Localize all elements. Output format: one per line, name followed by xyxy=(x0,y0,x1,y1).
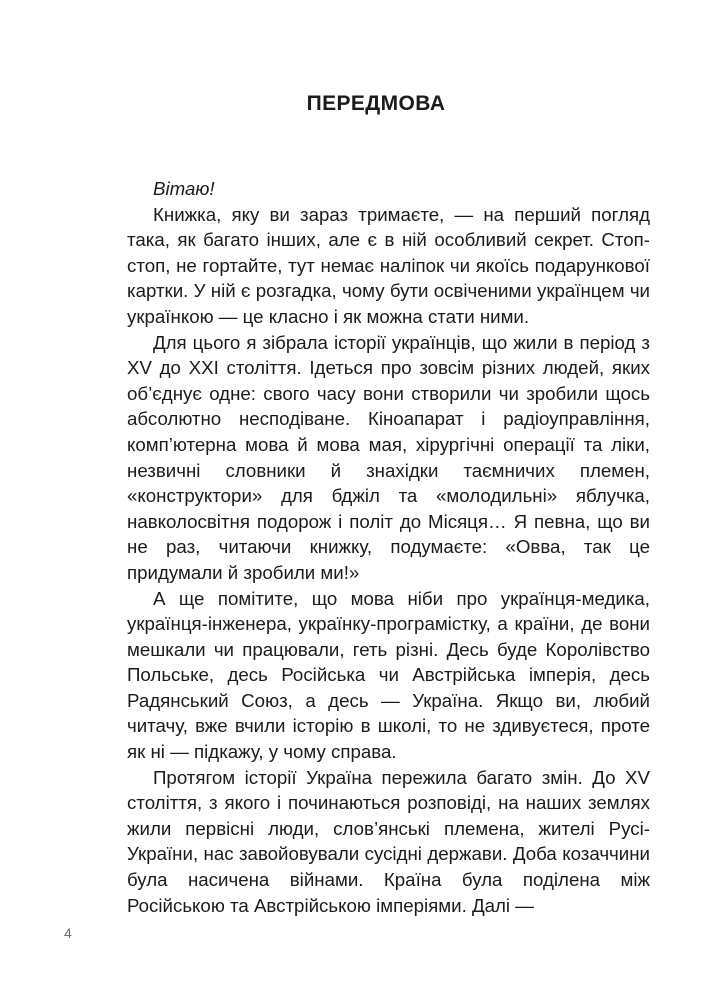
page-title: ПЕРЕДМОВА xyxy=(306,92,446,116)
preface-body xyxy=(127,176,650,918)
paragraph-4: Протягом історії Україна пережила багато змін. До XV століття, з якого і починаються розповіді, на наших землях жили первісні люди, слов’янські племена, жителі Русі-України, нас завойовували сусідні держави. Доба козаччини була насичена війнами. Країна була поділена між Російською та Австрійською імперіями. Далі — xyxy=(127,766,650,916)
paragraph-1: Книжка, яку ви зараз тримаєте, — на перший погляд така, як багато інших, але є в ній особливий секрет. Стоп-стоп, не гортайте, тут немає наліпок чи якоїсь подарункової картки. У ній є розгадка, чому бути освіченими українцем чи українкою — це класно і як можна стати ними. xyxy=(127,203,650,327)
paragraph-2: Для цього я зібрала історії українців, що жили в період з XV до XXI століття. Ідеться про зовсім різних людей, яких об’єднує одне: свого часу вони створили чи зробили щось абсолютно несподіване. Кіноапарат і радіоуправління, комп’ютерна мова й мова мая, хірургічні операції та ліки, незвичні словники й знахідки таємничих племен, «конструктори» для бджіл та «молодильні» яблучка, навколосвітня подорож і політ до Місяця… Я певна, що ви не раз, читаючи книжку, подумаєте: «Овва, так це придумали й зробили ми!» xyxy=(127,331,650,583)
paragraph-3: А ще помітите, що мова ніби про українця-медика, українця-інженера, українку-програмістку, а країни, де вони мешкали чи працювали, геть різні. Десь буде Королівство Польське, десь Російська чи Австрійська імперія, десь Радянський Союз, а десь — Україна. Якщо ви, любий читачу, вже вчили історію в школі, то не здивуєтеся, проте як ні — підкажу, у чому справа. xyxy=(127,587,650,763)
greeting-line: Вітаю! xyxy=(153,178,215,199)
page-number: 4 xyxy=(64,925,72,941)
